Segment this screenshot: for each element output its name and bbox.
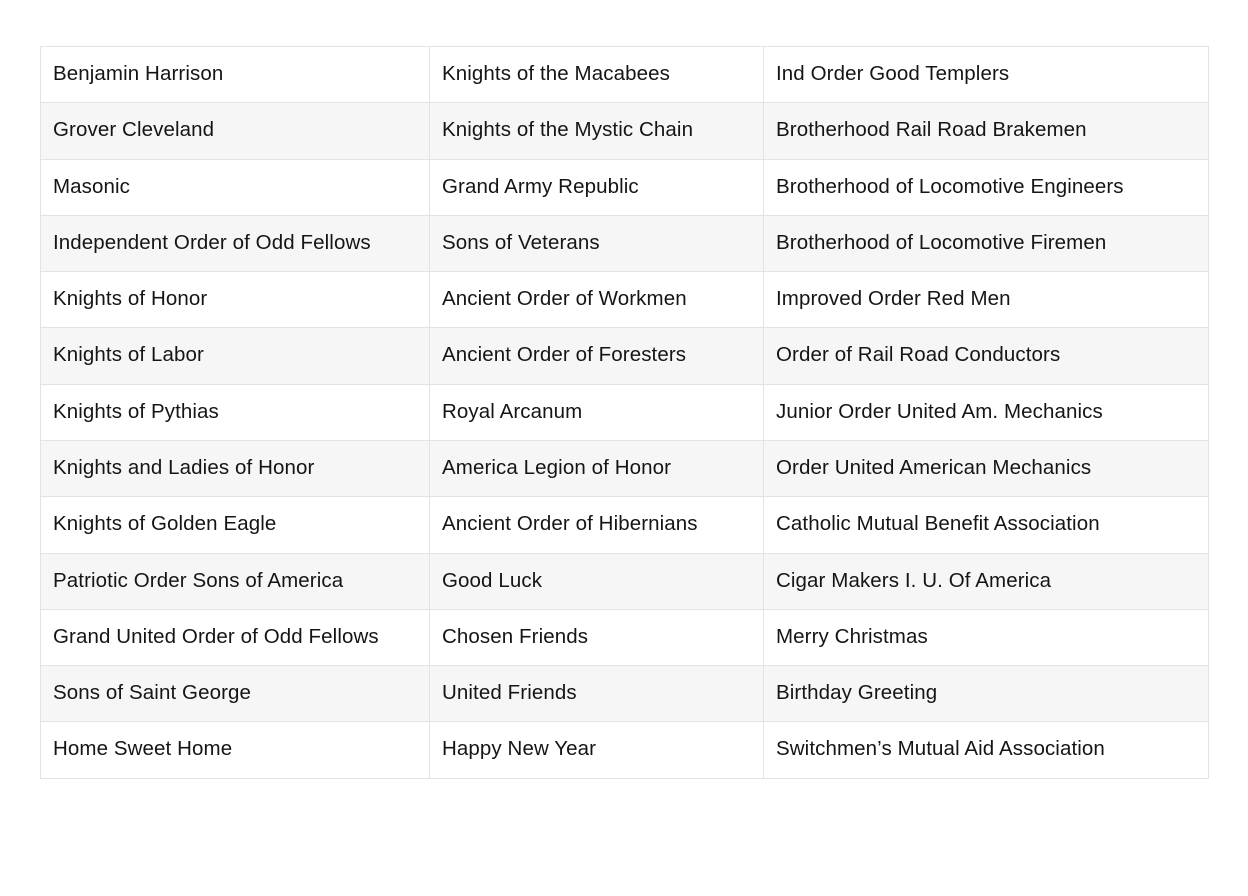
table-cell: Sons of Veterans (430, 215, 764, 271)
table-cell: Knights of Golden Eagle (41, 497, 430, 553)
table-row (41, 666, 1209, 722)
table-cell: Grand United Order of Odd Fellows (41, 609, 430, 665)
table-row (41, 47, 1209, 103)
table-cell: United Friends (430, 666, 764, 722)
table-cell: Masonic (41, 159, 430, 215)
table-cell: Happy New Year (430, 722, 764, 778)
table-cell: Ancient Order of Foresters (430, 328, 764, 384)
table-cell: Birthday Greeting (764, 666, 1209, 722)
table-cell: Ancient Order of Hibernians (430, 497, 764, 553)
table-cell: Knights of Honor (41, 272, 430, 328)
table-body (41, 47, 1209, 779)
table-row (41, 103, 1209, 159)
table-row (41, 553, 1209, 609)
table-cell: Cigar Makers I. U. Of America (764, 553, 1209, 609)
table-row (41, 215, 1209, 271)
table-cell: Knights of Pythias (41, 384, 430, 440)
table-cell: Ind Order Good Templers (764, 47, 1209, 103)
table-cell: Switchmen’s Mutual Aid Association (764, 722, 1209, 778)
table-cell: Benjamin Harrison (41, 47, 430, 103)
table-row (41, 609, 1209, 665)
table-row (41, 440, 1209, 496)
table-cell: Chosen Friends (430, 609, 764, 665)
table-cell: Junior Order United Am. Mechanics (764, 384, 1209, 440)
table-cell: Independent Order of Odd Fellows (41, 215, 430, 271)
table-cell: Improved Order Red Men (764, 272, 1209, 328)
table-cell: Home Sweet Home (41, 722, 430, 778)
table-cell: Royal Arcanum (430, 384, 764, 440)
table-row (41, 722, 1209, 778)
table-cell: Brotherhood Rail Road Brakemen (764, 103, 1209, 159)
table-cell: America Legion of Honor (430, 440, 764, 496)
table-cell: Order United American Mechanics (764, 440, 1209, 496)
table-row (41, 159, 1209, 215)
table-cell: Ancient Order of Workmen (430, 272, 764, 328)
table-cell: Grover Cleveland (41, 103, 430, 159)
table-cell: Knights of Labor (41, 328, 430, 384)
table-cell: Knights of the Mystic Chain (430, 103, 764, 159)
table-cell: Brotherhood of Locomotive Firemen (764, 215, 1209, 271)
table-cell: Knights of the Macabees (430, 47, 764, 103)
table-cell: Good Luck (430, 553, 764, 609)
table-cell: Order of Rail Road Conductors (764, 328, 1209, 384)
table-cell: Brotherhood of Locomotive Engineers (764, 159, 1209, 215)
table-cell: Sons of Saint George (41, 666, 430, 722)
table-cell: Grand Army Republic (430, 159, 764, 215)
table-row (41, 384, 1209, 440)
table-row (41, 497, 1209, 553)
organizations-table (40, 46, 1209, 779)
table-cell: Knights and Ladies of Honor (41, 440, 430, 496)
table-row (41, 328, 1209, 384)
table-row (41, 272, 1209, 328)
table-cell: Catholic Mutual Benefit Association (764, 497, 1209, 553)
table-cell: Patriotic Order Sons of America (41, 553, 430, 609)
table-cell: Merry Christmas (764, 609, 1209, 665)
